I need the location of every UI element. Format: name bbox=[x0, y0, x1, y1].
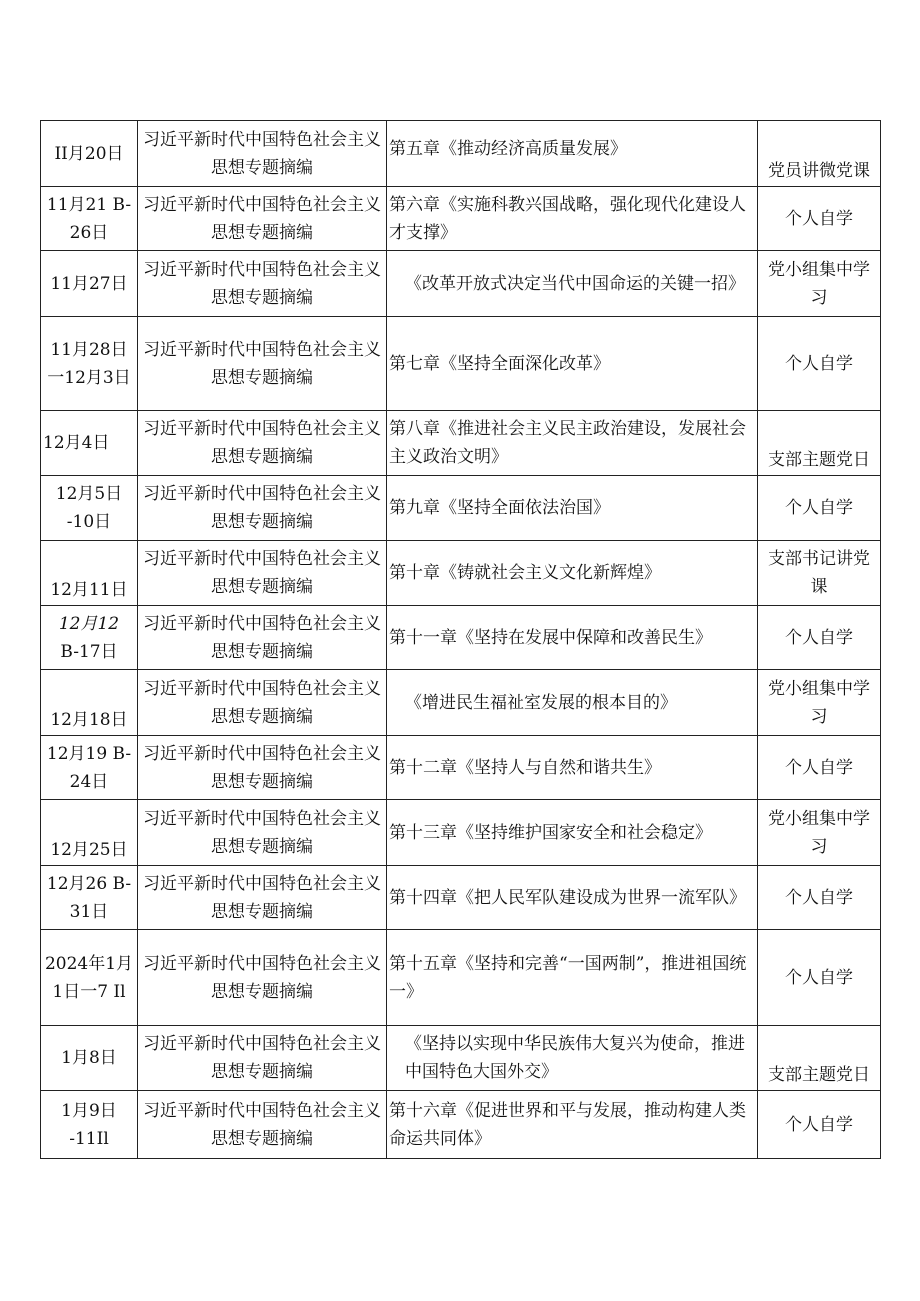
book-cell: 习近平新时代中国特色社会主义思想专题摘编 bbox=[138, 670, 387, 736]
table-row bbox=[41, 670, 881, 736]
content-cell: 第十章《铸就社会主义文化新辉煌》 bbox=[387, 541, 758, 606]
book-cell: 习近平新时代中国特色社会主义思想专题摘编 bbox=[138, 411, 387, 476]
form-cell: 党小组集中学习 bbox=[758, 670, 881, 736]
table-row bbox=[41, 476, 881, 541]
date-cell: II月20日 bbox=[41, 121, 138, 187]
form-cell: 支部主题党日 bbox=[758, 1026, 881, 1091]
table-row bbox=[41, 411, 881, 476]
form-cell: 个人自学 bbox=[758, 866, 881, 930]
content-cell: 第十四章《把人民军队建设成为世界一流军队》 bbox=[387, 866, 758, 930]
table-row bbox=[41, 121, 881, 187]
date-cell: 12月25日 bbox=[41, 800, 138, 866]
content-cell: 第九章《坚持全面依法治国》 bbox=[387, 476, 758, 541]
table-row bbox=[41, 251, 881, 317]
content-cell: 第八章《推进社会主义民主政治建设，发展社会主义政治文明》 bbox=[387, 411, 758, 476]
book-cell: 习近平新时代中国特色社会主义思想专题摘编 bbox=[138, 476, 387, 541]
book-cell: 习近平新时代中国特色社会主义思想专题摘编 bbox=[138, 606, 387, 670]
book-cell: 习近平新时代中国特色社会主义思想专题摘编 bbox=[138, 1091, 387, 1159]
form-cell: 个人自学 bbox=[758, 187, 881, 251]
table-row bbox=[41, 1091, 881, 1159]
form-cell: 个人自学 bbox=[758, 476, 881, 541]
form-cell: 党小组集中学习 bbox=[758, 251, 881, 317]
date-cell: 2024年1月1日一7 Il bbox=[41, 930, 138, 1026]
table-row bbox=[41, 541, 881, 606]
content-cell: 第十六章《促进世界和平与发展，推动构建人类命运共同体》 bbox=[387, 1091, 758, 1159]
study-schedule-table bbox=[40, 120, 881, 1159]
date-cell: 12月11日 bbox=[41, 541, 138, 606]
content-cell: 第十二章《坚持人与自然和谐共生》 bbox=[387, 736, 758, 800]
date-cell bbox=[41, 606, 138, 670]
form-cell: 党小组集中学习 bbox=[758, 800, 881, 866]
form-cell: 个人自学 bbox=[758, 606, 881, 670]
content-cell: 《增进民生福祉室发展的根本目的》 bbox=[387, 670, 758, 736]
form-cell: 支部主题党日 bbox=[758, 411, 881, 476]
content-cell: 第十五章《坚持和完善“一国两制”，推进祖国统一》 bbox=[387, 930, 758, 1026]
table-row bbox=[41, 800, 881, 866]
date-cell: 12月19 B-24日 bbox=[41, 736, 138, 800]
table-row bbox=[41, 606, 881, 670]
book-cell: 习近平新时代中国特色社会主义思想专题摘编 bbox=[138, 1026, 387, 1091]
content-cell: 第十三章《坚持维护国家安全和社会稳定》 bbox=[387, 800, 758, 866]
form-cell: 个人自学 bbox=[758, 930, 881, 1026]
book-cell: 习近平新时代中国特色社会主义思想专题摘编 bbox=[138, 736, 387, 800]
content-cell: 《改革开放式决定当代中国命运的关键一招》 bbox=[387, 251, 758, 317]
content-cell: 第五章《推动经济高质量发展》 bbox=[387, 121, 758, 187]
form-cell: 党员讲微党课 bbox=[758, 121, 881, 187]
book-cell: 习近平新时代中国特色社会主义思想专题摘编 bbox=[138, 121, 387, 187]
table-row bbox=[41, 930, 881, 1026]
table-row bbox=[41, 1026, 881, 1091]
table-row bbox=[41, 187, 881, 251]
content-cell: 第六章《实施科教兴国战略，强化现代化建设人才支撑》 bbox=[387, 187, 758, 251]
date-cell: 12月26 B-31日 bbox=[41, 866, 138, 930]
book-cell: 习近平新时代中国特色社会主义思想专题摘编 bbox=[138, 187, 387, 251]
content-cell: 第七章《坚持全面深化改革》 bbox=[387, 317, 758, 411]
book-cell: 习近平新时代中国特色社会主义思想专题摘编 bbox=[138, 541, 387, 606]
date-cell-line: B-17日 bbox=[60, 641, 118, 662]
table-row bbox=[41, 317, 881, 411]
form-cell: 个人自学 bbox=[758, 736, 881, 800]
book-cell: 习近平新时代中国特色社会主义思想专题摘编 bbox=[138, 251, 387, 317]
date-cell: 11月27日 bbox=[41, 251, 138, 317]
date-cell-line: 12月12 bbox=[58, 613, 120, 634]
book-cell: 习近平新时代中国特色社会主义思想专题摘编 bbox=[138, 866, 387, 930]
date-cell: 1月8日 bbox=[41, 1026, 138, 1091]
date-cell: 11月21 B-26日 bbox=[41, 187, 138, 251]
table-row bbox=[41, 866, 881, 930]
form-cell: 个人自学 bbox=[758, 1091, 881, 1159]
date-cell: 1月9日 -11Il bbox=[41, 1091, 138, 1159]
book-cell: 习近平新时代中国特色社会主义思想专题摘编 bbox=[138, 930, 387, 1026]
form-cell: 个人自学 bbox=[758, 317, 881, 411]
date-cell: 12月5日 -10日 bbox=[41, 476, 138, 541]
table-row bbox=[41, 736, 881, 800]
date-cell: 12月4日 bbox=[41, 411, 138, 476]
form-cell: 支部书记讲党课 bbox=[758, 541, 881, 606]
date-cell: 11月28日一12月3日 bbox=[41, 317, 138, 411]
content-cell: 第十一章《坚持在发展中保障和改善民生》 bbox=[387, 606, 758, 670]
date-cell: 12月18日 bbox=[41, 670, 138, 736]
book-cell: 习近平新时代中国特色社会主义思想专题摘编 bbox=[138, 317, 387, 411]
book-cell: 习近平新时代中国特色社会主义思想专题摘编 bbox=[138, 800, 387, 866]
content-cell: 《坚持以实现中华民族伟大复兴为使命，推进中国特色大国外交》 bbox=[387, 1026, 758, 1091]
